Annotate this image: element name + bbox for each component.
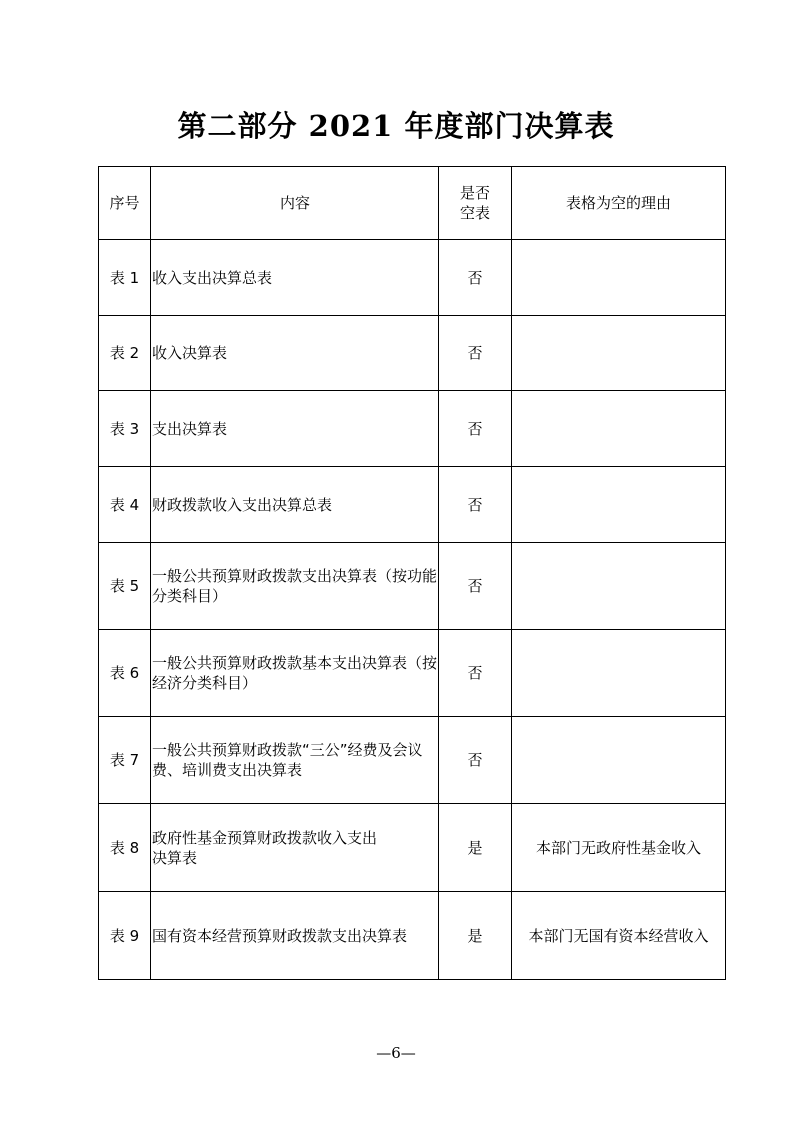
table-row — [99, 804, 726, 892]
row-seq: 表 4 — [99, 467, 151, 543]
row-empty: 是 — [439, 892, 512, 980]
table-row — [99, 240, 726, 316]
row-seq: 表 9 — [99, 892, 151, 980]
row-content: 一般公共预算财政拨款基本支出决算表（按经济分类科目） — [151, 630, 439, 717]
report-index-table — [98, 166, 726, 980]
row-seq: 表 3 — [99, 391, 151, 467]
row-content: 支出决算表 — [151, 391, 439, 467]
table-row — [99, 630, 726, 717]
header-seq: 序号 — [99, 167, 151, 240]
row-reason — [512, 467, 726, 543]
row-empty: 是 — [439, 804, 512, 892]
row-empty: 否 — [439, 543, 512, 630]
header-empty-text: 是否空表 — [459, 184, 490, 222]
table-row — [99, 467, 726, 543]
row-content: 一般公共预算财政拨款“三公”经费及会议费、培训费支出决算表 — [151, 717, 439, 804]
row-seq: 表 8 — [99, 804, 151, 892]
header-content: 内容 — [151, 167, 439, 240]
row-content: 一般公共预算财政拨款支出决算表（按功能分类科目） — [151, 543, 439, 630]
table-row — [99, 892, 726, 980]
page-number: —6— — [376, 1044, 416, 1062]
table-header-row — [99, 167, 726, 240]
row-seq: 表 2 — [99, 316, 151, 391]
row-reason — [512, 391, 726, 467]
row-empty: 否 — [439, 391, 512, 467]
row-empty: 否 — [439, 717, 512, 804]
row-empty: 否 — [439, 240, 512, 316]
table-row — [99, 391, 726, 467]
header-reason: 表格为空的理由 — [512, 167, 726, 240]
row-content: 收入决算表 — [151, 316, 439, 391]
row-reason — [512, 240, 726, 316]
table-row — [99, 717, 726, 804]
row-empty: 否 — [439, 630, 512, 717]
row-content: 收入支出决算总表 — [151, 240, 439, 316]
row-reason — [512, 630, 726, 717]
header-empty — [439, 167, 512, 240]
row-reason — [512, 717, 726, 804]
row-seq: 表 5 — [99, 543, 151, 630]
row-seq: 表 7 — [99, 717, 151, 804]
row-content: 财政拨款收入支出决算总表 — [151, 467, 439, 543]
row-reason: 本部门无国有资本经营收入 — [512, 892, 726, 980]
row-empty: 否 — [439, 467, 512, 543]
row-reason: 本部门无政府性基金收入 — [512, 804, 726, 892]
page-title: 第二部分 2021 年度部门决算表 — [177, 109, 615, 143]
row-reason — [512, 316, 726, 391]
row-content: 国有资本经营预算财政拨款支出决算表 — [151, 892, 439, 980]
row-empty: 否 — [439, 316, 512, 391]
table-row — [99, 316, 726, 391]
row-reason — [512, 543, 726, 630]
row-seq: 表 1 — [99, 240, 151, 316]
row-content — [151, 804, 439, 892]
row-seq: 表 6 — [99, 630, 151, 717]
table-row — [99, 543, 726, 630]
row-content-text: 政府性基金预算财政拨款收入支出决算表 — [152, 828, 378, 867]
